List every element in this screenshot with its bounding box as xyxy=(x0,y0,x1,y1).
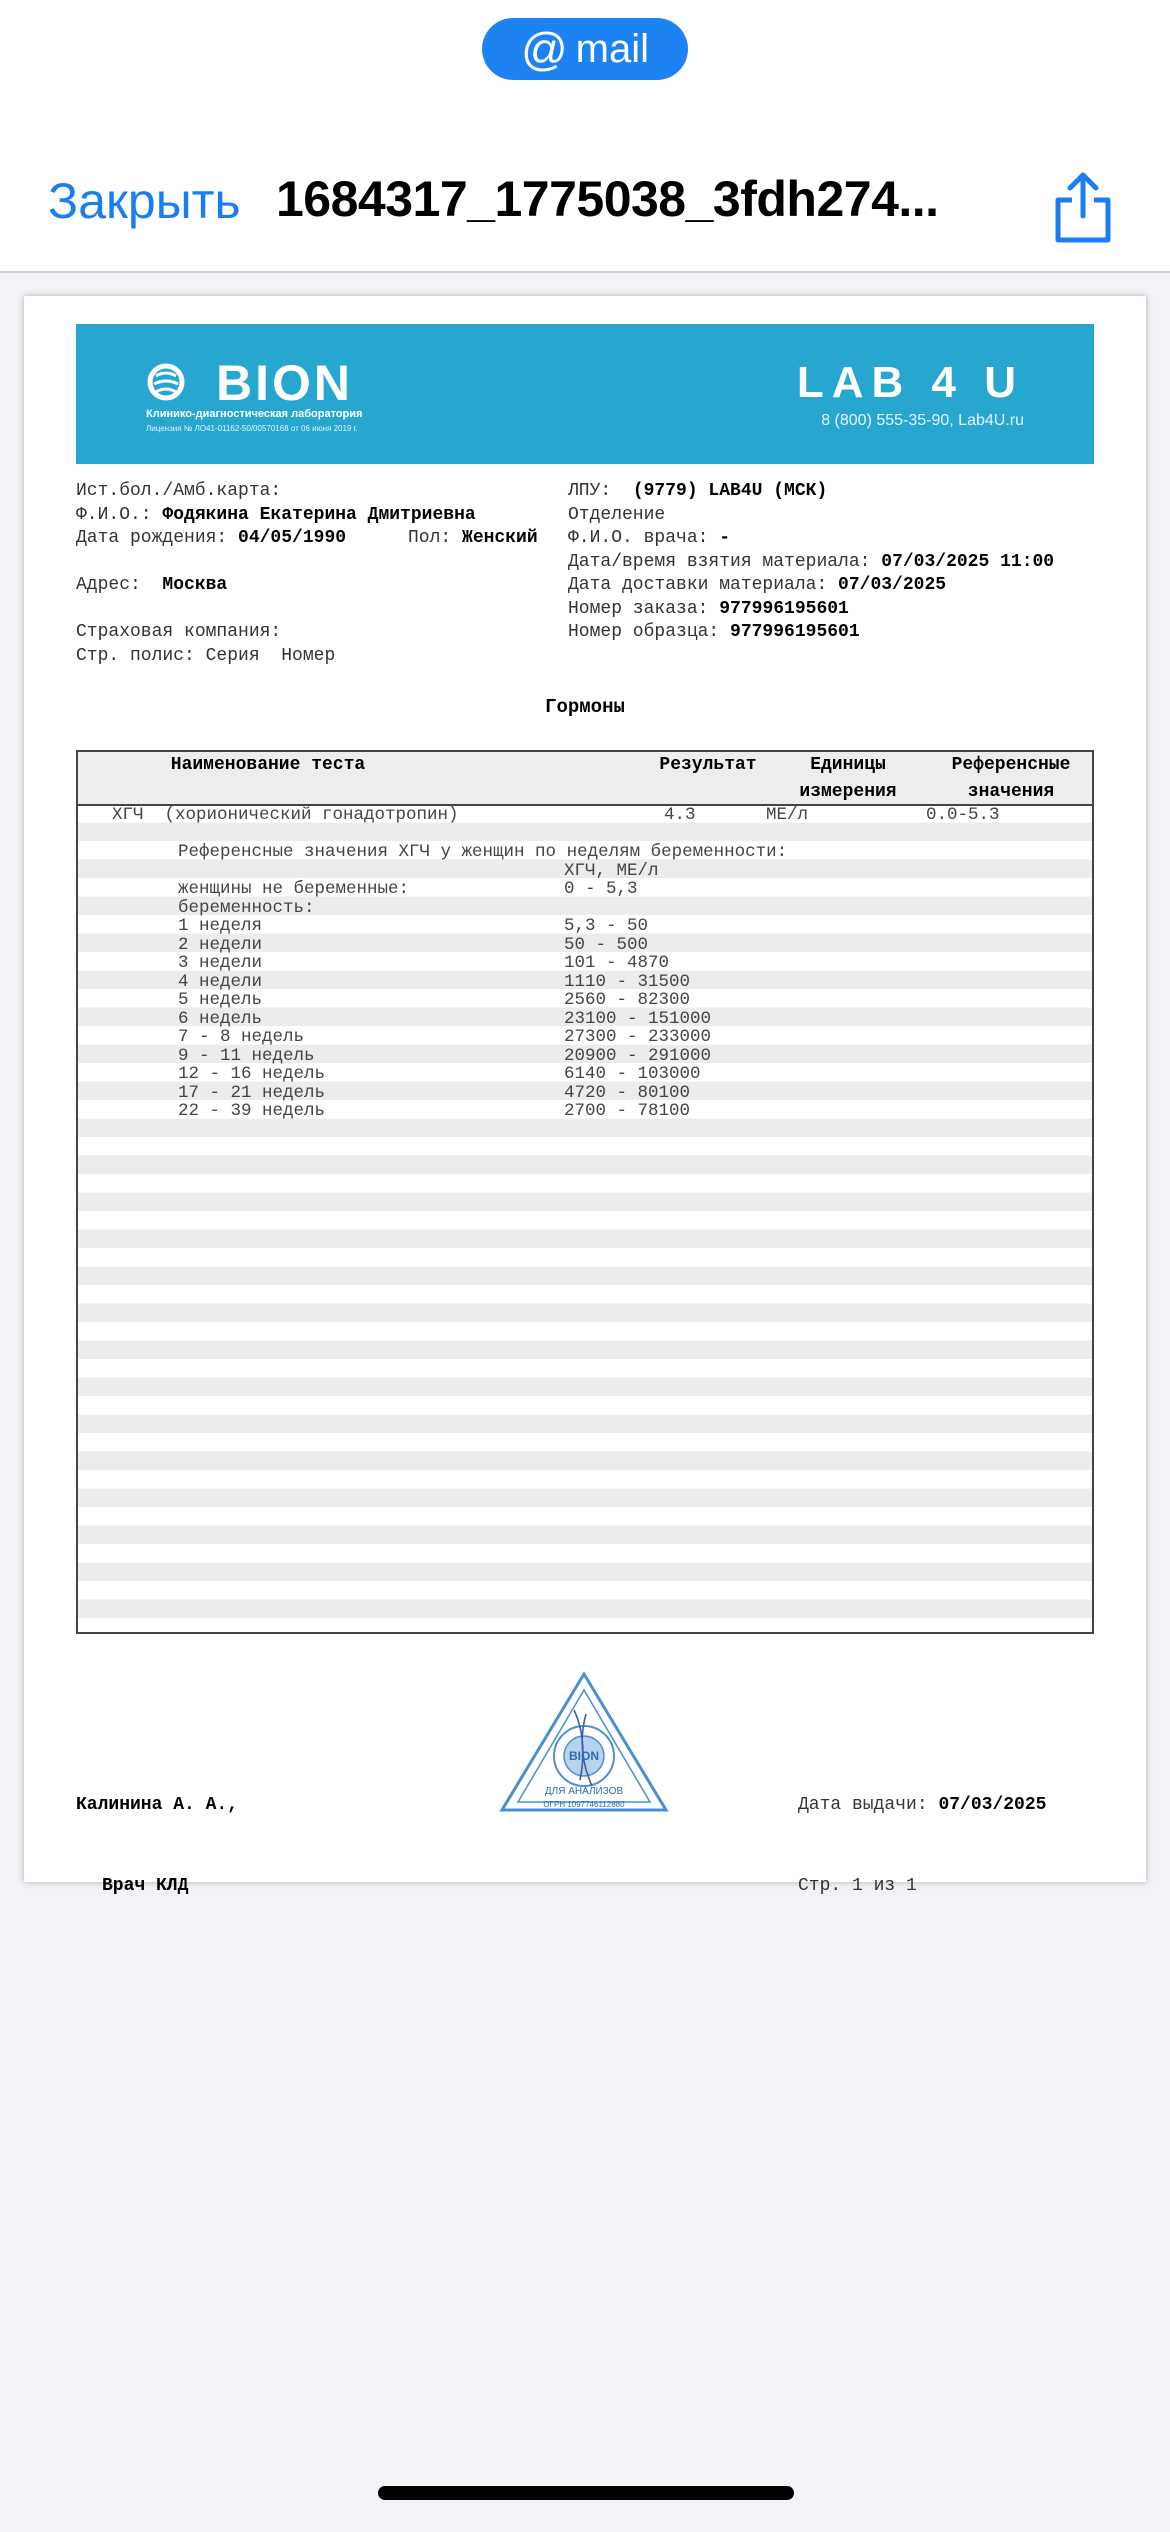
reference-row-value: 101 - 4870 xyxy=(564,953,670,973)
result-value: 4.3 xyxy=(664,805,696,825)
signer-block xyxy=(76,1738,238,1954)
reference-row-value: 6140 - 103000 xyxy=(564,1064,701,1084)
lpu-value: (9779) LAB4U (МСК) xyxy=(632,481,828,501)
col-result: Результат xyxy=(659,755,757,775)
reference-row-value: 4720 - 80100 xyxy=(564,1082,691,1103)
doctor-row: Ф.И.О. врача: - xyxy=(568,528,731,548)
at-icon: @ xyxy=(520,23,568,75)
mail-label: mail xyxy=(575,26,650,71)
lab-banner xyxy=(76,324,1094,464)
lab4u-contacts: 8 (800) 555-35-90, Lab4U.ru xyxy=(821,412,1024,429)
reference-row-value: 5,3 - 50 xyxy=(564,916,649,936)
reference-unit: ХГЧ, МЕ/л xyxy=(564,860,659,881)
col-ref-1: Референсные xyxy=(951,755,1071,775)
delivered-row: Дата доставки материала: 07/03/2025 xyxy=(568,575,947,595)
taken-row: Дата/время взятия материала: 07/03/2025 11:00 xyxy=(568,551,1055,572)
bion-license: Лицензия № ЛО41-01162-50/00570168 от 06 июня 2019 г. xyxy=(146,424,358,433)
result-reference: 0.0-5.3 xyxy=(926,805,1000,825)
reference-row-value: 2700 - 78100 xyxy=(564,1101,691,1121)
bion-logo-text: BION xyxy=(216,355,353,411)
order-info xyxy=(568,480,1055,692)
policy-label: Стр. полис: Серия Номер xyxy=(76,645,336,666)
document-title: 1684317_1775038_3fdh274... xyxy=(276,171,939,227)
address-row: Адрес: Москва xyxy=(76,575,228,595)
mail-app-button[interactable] xyxy=(482,18,688,80)
issue-block xyxy=(798,1738,1046,1954)
reference-row-label: женщины не беременные: xyxy=(178,879,410,899)
insurer-label: Страховая компания: xyxy=(76,622,282,642)
reference-row-value: 23100 - 151000 xyxy=(564,1008,712,1029)
col-units-2: измерения xyxy=(799,782,897,802)
card-label: Ист.бол./Амб.карта: xyxy=(76,481,282,501)
address-value: Москва xyxy=(162,575,228,595)
reference-row-label: 2 недели xyxy=(178,934,263,955)
dob-row: Дата рождения: 04/05/1990 xyxy=(76,528,347,548)
reference-row-label: беременность: xyxy=(178,897,315,918)
pdf-page xyxy=(24,296,1146,1896)
patient-name: Фодякина Екатерина Дмитриевна xyxy=(162,504,476,525)
svg-text:BION: BION xyxy=(569,1749,599,1763)
patient-name-row: Ф.И.О.: Фодякина Екатерина Дмитриевна xyxy=(76,504,476,525)
document-viewer-header xyxy=(0,0,1170,273)
reference-row-label: 6 недель xyxy=(178,1008,263,1029)
reference-row-label: 17 - 21 недель xyxy=(178,1082,326,1103)
results-table xyxy=(76,750,1094,1634)
signer-position: Врач КЛД xyxy=(102,1876,189,1896)
reference-row-value: 50 - 500 xyxy=(564,934,649,955)
patient-info xyxy=(76,480,538,692)
issue-date: 07/03/2025 xyxy=(938,1795,1047,1815)
lpu-row: ЛПУ: (9779) LAB4U (МСК) xyxy=(568,481,828,501)
reference-row-label: 4 недели xyxy=(178,971,263,992)
order-number: 977996195601 xyxy=(719,598,849,619)
col-test-name: Наименование теста xyxy=(170,755,366,775)
reference-row-value: 1110 - 31500 xyxy=(564,971,691,992)
page-counter: Стр. 1 из 1 xyxy=(798,1876,917,1896)
taken-value: 07/03/2025 11:00 xyxy=(881,551,1055,572)
bion-subtitle: Клинико-диагностическая лаборатория xyxy=(146,408,363,420)
section-title: Гормоны xyxy=(545,696,625,718)
issue-date-row: Дата выдачи: 07/03/2025 xyxy=(798,1795,1047,1815)
reference-row-value: 27300 - 233000 xyxy=(564,1027,712,1047)
delivered-value: 07/03/2025 xyxy=(838,575,947,595)
reference-row-label: 22 - 39 недель xyxy=(178,1101,326,1121)
svg-text:ДЛЯ АНАЛИЗОВ: ДЛЯ АНАЛИЗОВ xyxy=(544,1786,624,1797)
reference-title: Референсные значения ХГЧ у женщин по неделям беременности: xyxy=(178,842,788,862)
reference-row-label: 7 - 8 недель xyxy=(178,1027,305,1047)
reference-row-label: 1 неделя xyxy=(178,916,263,936)
dob-value: 04/05/1990 xyxy=(238,528,347,548)
signer-name: Калинина А. А., xyxy=(76,1795,239,1815)
bion-logo-icon xyxy=(146,362,218,402)
reference-row-value: 20900 - 291000 xyxy=(564,1045,712,1066)
home-indicator[interactable] xyxy=(378,2486,794,2500)
close-button[interactable]: Закрыть xyxy=(48,173,241,229)
lab4u-logo-text: LAB 4 U xyxy=(796,358,1024,407)
sample-number: 977996195601 xyxy=(730,622,860,642)
lab-stamp-icon xyxy=(496,1670,672,1816)
results-table-header xyxy=(78,752,1094,806)
doctor-value: - xyxy=(719,528,731,548)
reference-row-value: 2560 - 82300 xyxy=(564,990,691,1010)
reference-row-label: 9 - 11 недель xyxy=(178,1045,315,1066)
col-units-1: Единицы xyxy=(810,755,886,775)
svg-text:ОГРН 1097746112880: ОГРН 1097746112880 xyxy=(543,1800,625,1809)
reference-row-label: 3 недели xyxy=(178,953,263,973)
reference-row-label: 12 - 16 недель xyxy=(178,1064,326,1084)
sex-row: Пол: Женский xyxy=(408,528,538,548)
sex-value: Женский xyxy=(462,528,538,548)
result-test-name: ХГЧ (хорионический гонадотропин) xyxy=(112,805,459,825)
result-units: МЕ/л xyxy=(766,805,809,825)
reference-row-label: 5 недель xyxy=(178,990,263,1010)
sample-number-row: Номер образца: 977996195601 xyxy=(568,622,860,642)
reference-row-value: 0 - 5,3 xyxy=(564,879,638,899)
col-ref-2: значения xyxy=(967,782,1055,802)
order-number-row: Номер заказа: 977996195601 xyxy=(568,598,849,619)
department-label: Отделение xyxy=(568,504,666,525)
share-icon[interactable] xyxy=(1050,170,1116,244)
